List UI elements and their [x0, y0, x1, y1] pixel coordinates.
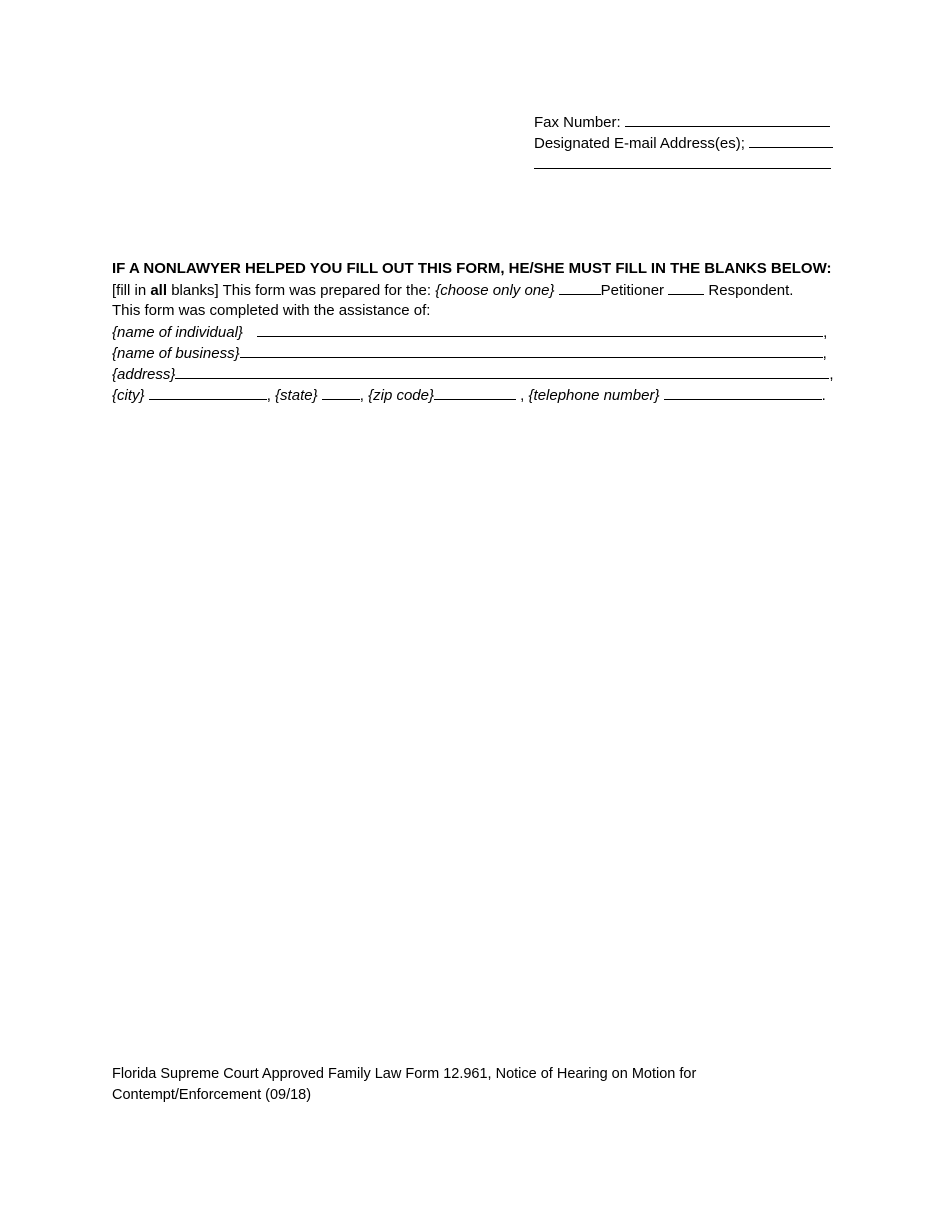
nonlawyer-section: [112, 258, 842, 405]
assistance-text: This form was completed with the assistance of:: [112, 302, 431, 319]
fax-number-field[interactable]: [625, 111, 830, 127]
prepared-for-row: [112, 279, 842, 300]
contact-info-block: [534, 111, 839, 174]
respondent-blank[interactable]: [668, 279, 704, 295]
state-field[interactable]: [322, 384, 360, 400]
respondent-label: Respondent.: [708, 282, 794, 299]
city-label: {city}: [112, 387, 145, 404]
fax-number-label: Fax Number:: [534, 114, 621, 131]
name-business-row: [112, 342, 842, 363]
fill-all-text: all: [150, 282, 168, 299]
footer-line-2: Contempt/Enforcement (09/18): [112, 1087, 312, 1103]
period: .: [821, 387, 826, 404]
zip-code-field[interactable]: [434, 384, 516, 400]
comma: ,: [520, 387, 525, 404]
fill-suffix-text: blanks] This form was prepared for the:: [167, 282, 436, 299]
comma: ,: [823, 324, 828, 341]
name-individual-row: [112, 321, 842, 342]
choose-one-text: {choose only one}: [435, 282, 555, 299]
address-label: {address}: [112, 366, 176, 383]
name-individual-label: {name of individual}: [112, 324, 243, 341]
telephone-label: {telephone number}: [528, 387, 660, 404]
name-business-field[interactable]: [240, 342, 823, 358]
city-state-zip-row: [112, 384, 842, 405]
email-address-label: Designated E-mail Address(es);: [534, 135, 745, 152]
zip-code-label: {zip code}: [368, 387, 434, 404]
name-individual-field[interactable]: [257, 321, 823, 337]
form-footer: [112, 1064, 732, 1106]
footer-line-1: Florida Supreme Court Approved Family Law Form 12.961, Notice of Hearing on Motion for: [112, 1066, 697, 1082]
comma: ,: [359, 387, 364, 404]
address-field[interactable]: [175, 363, 829, 379]
petitioner-label: Petitioner: [600, 282, 665, 299]
fill-prefix-text: [fill in: [112, 282, 151, 299]
nonlawyer-heading: IF A NONLAWYER HELPED YOU FILL OUT THIS FORM, HE/SHE MUST FILL IN THE BLANKS BELOW:: [112, 260, 832, 277]
comma: ,: [829, 366, 834, 383]
email-address-field[interactable]: [749, 132, 833, 148]
email-address-field-2[interactable]: [534, 153, 831, 169]
name-business-label: {name of business}: [112, 345, 240, 362]
state-label: {state}: [275, 387, 318, 404]
email-address-row: [534, 132, 839, 153]
address-row: [112, 363, 842, 384]
city-field[interactable]: [149, 384, 267, 400]
comma: ,: [266, 387, 271, 404]
fax-number-row: [534, 111, 839, 132]
telephone-field[interactable]: [664, 384, 822, 400]
comma: ,: [822, 345, 827, 362]
petitioner-blank[interactable]: [559, 279, 601, 295]
email-address-row-2: [534, 153, 839, 174]
